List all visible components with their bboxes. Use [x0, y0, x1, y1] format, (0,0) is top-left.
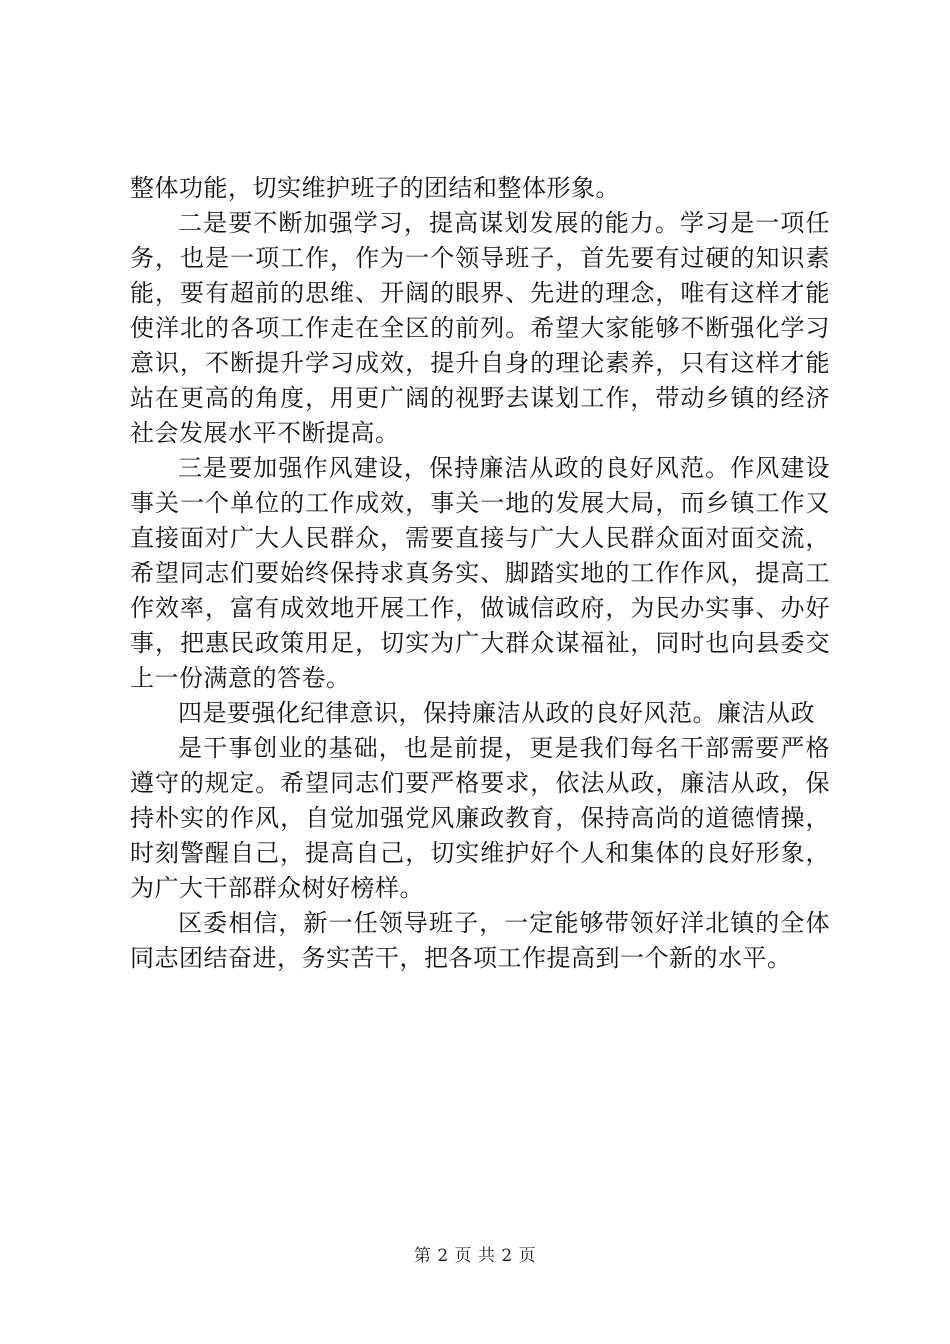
paragraph-4: 四是要强化纪律意识，保持廉洁从政的良好风范。廉洁从政	[178, 699, 815, 727]
paragraph-2: 二是要不断加强学习，提高谋划发展的能力。学习是一项任务，也是一项工作，作为一个领导班子，首先要有过硬的知识素能，要有超前的思维、开阔的眼界、先进的理念，唯有这样才能使洋北的各项工作走在全区的前列。希望大家能够不断强化学习意识，不断提升学习成效，提升自身的理论素养，只有这样才能站在更高的角度，用更广阔的视野去谋划工作，带动乡镇的经济社会发展水平不断提高。	[130, 209, 830, 447]
page-number-footer: 第 2 页 共 2 页	[413, 1246, 537, 1266]
document-body	[130, 171, 830, 976]
paragraph-6: 区委相信，新一任领导班子，一定能够带领好洋北镇的全体同志团结奋进，务实苦干，把各项工作提高到一个新的水平。	[130, 909, 830, 972]
paragraph-5: 是干事创业的基础，也是前提，更是我们每名干部需要严格遵守的规定。希望同志们要严格要求，依法从政，廉洁从政，保持朴实的作风，自觉加强党风廉政教育，保持高尚的道德情操，时刻警醒自己，提高自己，切实维护好个人和集体的良好形象，为广大干部群众树好榜样。	[130, 734, 830, 902]
paragraph-3: 三是要加强作风建设，保持廉洁从政的良好风范。作风建设事关一个单位的工作成效，事关一地的发展大局，而乡镇工作又直接面对广大人民群众，需要直接与广大人民群众面对面交流，希望同志们要始终保持求真务实、脚踏实地的工作作风，提高工作效率，富有成效地开展工作，做诚信政府，为民办实事、办好事，把惠民政策用足，切实为广大群众谋福祉，同时也向县委交上一份满意的答卷。	[130, 454, 830, 692]
paragraph-1: 整体功能，切实维护班子的团结和整体形象。	[130, 174, 620, 202]
